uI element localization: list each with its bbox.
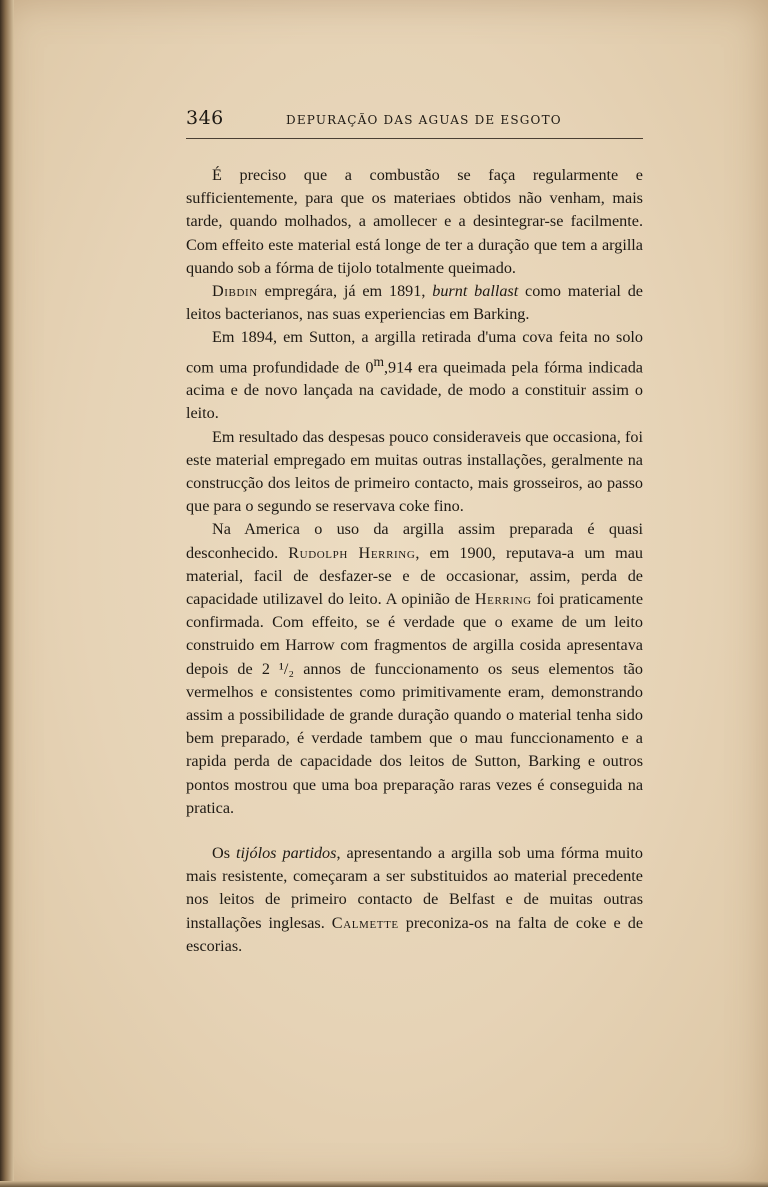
author-name-rudolph-herring: Rudolph Herring xyxy=(288,543,416,562)
page-header xyxy=(186,104,643,139)
author-name-dibdin: Dibdin xyxy=(212,282,258,301)
paragraph-5-text-a: Na America o uso da argilla assim preparada é quasi desconhecido. xyxy=(186,520,643,562)
paragraph-3-text-a: Em 1894, em Sutton, a argilla retirada d'uma cova feita no solo com uma profundidade de 0 xyxy=(186,328,643,377)
paragraph-3-text-b: ,914 era queimada pela fórma indicada acima e de novo lançada na cavidade, de modo a constituir assim o leito. xyxy=(186,358,643,423)
paragraph-5-text-c: foi praticamente confirmada. Com effeito, se é verdade que o exame de um leito construido em Harrow com fragmentos de argilla cosida apresentava depois de xyxy=(186,590,644,678)
page-binding-edge xyxy=(0,0,14,1187)
paragraph-6-text-c: preconiza-os na falta de coke e de escorias. xyxy=(186,913,643,955)
paragraph-2-text-b: como material de leitos bacterianos, nas suas experiencias em Barking. xyxy=(186,282,643,324)
running-head: DEPURAÇÃO DAS AGUAS DE ESGOTO xyxy=(286,113,562,127)
page-bottom-edge xyxy=(0,1181,768,1187)
page-number: 346 xyxy=(186,107,224,129)
paragraph-2-text-a: empregára, já em 1891, xyxy=(257,282,433,301)
page-body xyxy=(186,164,643,958)
paragraph-6-text-b: , apresentando a argilla sob uma fórma muito mais resistente, começaram a ser substituidos ao material precedente nos leitos de primeiro contacto de Belfast e de muitas outras installações inglesas. xyxy=(186,844,643,932)
fraction-two-and-half: 2 ¹/₂ xyxy=(261,659,295,678)
paragraph-4: Em resultado das despesas pouco consideraveis que occasiona, foi este material empregado em muitas outras installações, geralmente na construcção dos leitos de primeiro contacto, mais grosseiros, ao passo que para o segundo se reservava coke fino. xyxy=(186,427,643,516)
paragraph-3 xyxy=(186,326,643,425)
author-name-calmette: Calmette xyxy=(331,913,399,932)
paragraph-2 xyxy=(186,280,643,326)
paragraph-6-text-a: Os xyxy=(212,844,236,863)
author-name-herring: Herring xyxy=(474,590,532,609)
paragraph-5 xyxy=(186,518,643,820)
italic-term-tijolos-partidos: tijólos partidos xyxy=(236,844,337,863)
paragraph-5-text-b: , em 1900, reputava-a um mau material, facil de desfazer-se e de occasionar, assim, perda de capacidade utilizavel do leito. A opinião de xyxy=(186,543,643,609)
paragraph-1: É preciso que a combustão se faça regularmente e sufficientemente, para que os materiaes obtidos não venham, mais tarde, quando molhados, a amollecer e a desintegrar-se facilmente. Com effeito este material está longe de ter a duração que tem a argilla quando sob a fórma de tijolo totalmente queimado. xyxy=(186,166,643,277)
metre-superscript: m xyxy=(373,353,384,369)
italic-term-burnt-ballast: burnt ballast xyxy=(432,282,519,301)
paragraph-5-text-d: annos de funccionamento os seus elementos tão vermelhos e consistentes como primitivamente eram, demonstrando assim a possibilidade de grande duração quando o material tenha sido bem preparado, é verdade tambem que o mau funccionamento e a rapida perda de capacidade dos leitos de Sutton, Barking e outros pontos mostrou que uma boa preparação raras vezes é conseguida na pratica. xyxy=(186,659,644,817)
paragraph-6 xyxy=(186,842,643,958)
